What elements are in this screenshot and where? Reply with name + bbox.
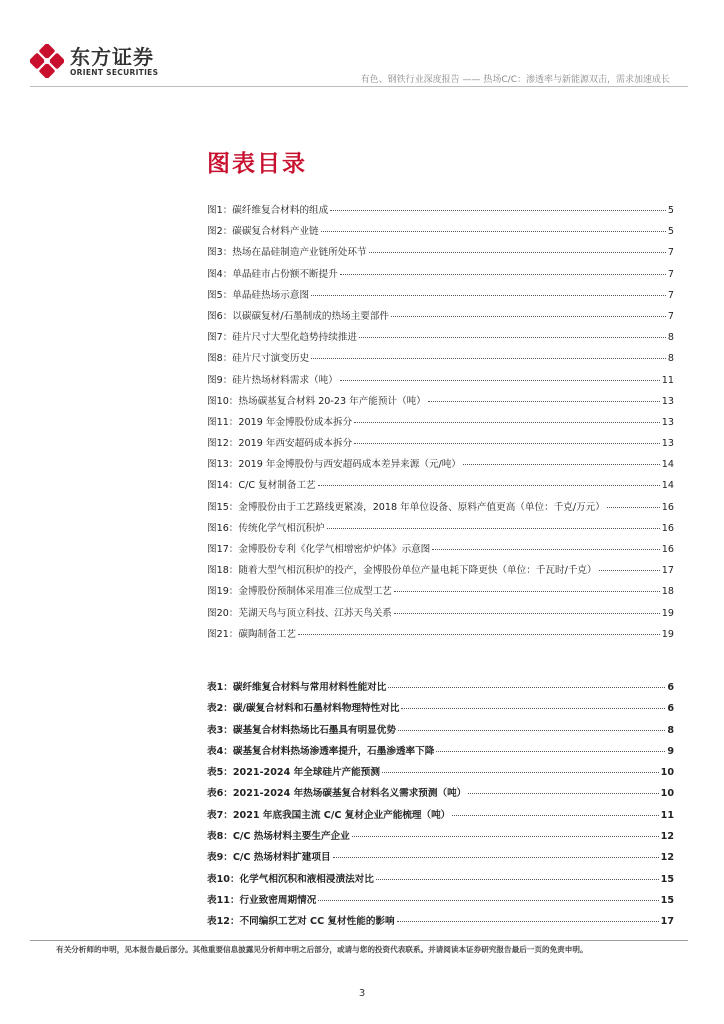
toc-entry-page: 15 (660, 873, 674, 885)
footer-divider (30, 940, 688, 941)
toc-figure-entry[interactable] (207, 626, 674, 647)
toc-table-entry[interactable] (207, 828, 674, 849)
toc-entry-label: 图20：芜湖天鸟与顶立科技、江苏天鸟关系 (207, 607, 392, 619)
toc-figure-entry[interactable] (207, 583, 674, 604)
toc-table-entry[interactable] (207, 849, 674, 870)
toc-entry-page: 11 (661, 374, 674, 386)
toc-entry-label: 图11：2019 年金博股份成本拆分 (207, 416, 353, 428)
toc-entry-page: 15 (660, 894, 674, 906)
disclaimer-text: 有关分析师的申明，见本报告最后部分。其他重要信息披露见分析师申明之后部分，或请与您的投资代表联系。并请阅读本证券研究报告最后一页的免责申明。 (56, 945, 588, 954)
toc-entry-page: 5 (667, 226, 674, 238)
dot-leader (327, 527, 660, 529)
toc-entry-label: 表4：碳基复合材料热场渗透率提升，石墨渗透率下降 (207, 745, 435, 757)
toc-entry-page: 7 (667, 310, 674, 322)
toc-entry-page: 9 (667, 745, 674, 757)
toc-entry-page: 7 (667, 268, 674, 280)
toc-entry-page: 5 (667, 205, 674, 216)
toc-entry-page: 12 (660, 852, 674, 864)
toc-figure-entry[interactable] (207, 372, 674, 393)
dot-leader (391, 315, 666, 317)
dot-leader (318, 899, 658, 901)
toc-figure-entry[interactable] (207, 202, 674, 223)
toc-entry-label: 表12：不同编织工艺对 CC 复材性能的影响 (207, 916, 395, 928)
toc-entry-page: 14 (661, 459, 674, 471)
toc-entry-page: 11 (660, 809, 674, 821)
toc-entry-page: 17 (661, 565, 674, 577)
toc-table-entry[interactable] (207, 871, 674, 892)
toc-entry-page: 17 (660, 916, 674, 928)
dot-leader (382, 771, 659, 773)
toc-entry-label: 图17：金博股份专利《化学气相增密炉炉体》示意图 (207, 544, 431, 555)
toc-entry-label: 图1：碳纤维复合材料的组成 (207, 205, 329, 216)
dot-leader (330, 209, 666, 211)
toc-entry-label: 表3：碳基复合材料热场比石墨具有明显优势 (207, 724, 396, 736)
toc-entry-page: 8 (667, 332, 674, 344)
toc-entry-label: 表1：碳纤维复合材料与常用材料性能对比 (207, 682, 387, 693)
toc-entry-label: 图15：金博股份由于工艺路线更紧凑，2018 年单位设备、原料产值更高（单位：千克/万元） (207, 501, 605, 513)
toc-figure-entry[interactable] (207, 477, 674, 498)
toc-entry-label: 表5：2021-2024 年全球硅片产能预测 (207, 767, 380, 779)
dot-leader (311, 357, 666, 359)
dot-leader (388, 686, 665, 688)
toc-figure-entry[interactable] (207, 456, 674, 477)
dot-leader (340, 379, 660, 381)
toc-entry-page: 7 (667, 247, 674, 259)
toc-figure-entry[interactable] (207, 414, 674, 435)
dot-leader (607, 506, 660, 508)
toc-figure-entry[interactable] (207, 393, 674, 414)
logo-name-cn: 东方证券 (70, 44, 154, 69)
toc-entry-label: 图21：碳陶制备工艺 (207, 628, 296, 640)
toc-entry-label: 表10：化学气相沉积和液相浸渍法对比 (207, 873, 374, 885)
company-logo (30, 44, 158, 78)
toc-entry-page: 16 (661, 522, 674, 534)
toc-entry-page: 13 (661, 395, 674, 407)
toc-entry-label: 图5：单晶硅热场示意图 (207, 289, 310, 301)
dot-leader (354, 442, 660, 444)
dot-leader (394, 612, 660, 614)
toc-entry-label: 图8：硅片尺寸演变历史 (207, 353, 310, 365)
dot-leader (376, 878, 659, 880)
toc-table-entry[interactable] (207, 892, 674, 913)
toc-entry-label: 图14：C/C 复材制备工艺 (207, 480, 316, 492)
toc-entry-label: 图12：2019 年西安超码成本拆分 (207, 438, 353, 450)
toc-entry-page: 13 (661, 416, 674, 428)
toc-figure-entry[interactable] (207, 223, 674, 244)
toc-table-entry[interactable] (207, 679, 674, 700)
toc-table-entry[interactable] (207, 807, 674, 828)
toc-table-entry[interactable] (207, 722, 674, 743)
dot-leader (397, 920, 659, 922)
toc-entry-label: 表9：C/C 热场材料扩建项目 (207, 852, 331, 864)
toc-entry-page: 6 (667, 682, 674, 693)
toc-figure-entry[interactable] (207, 350, 674, 371)
dot-leader (352, 835, 659, 837)
dot-leader (401, 707, 665, 709)
toc-figure-entry[interactable] (207, 287, 674, 308)
figure-list (207, 202, 674, 647)
toc-entry-label: 表7：2021 年底我国主流 C/C 复材企业产能梳理（吨） (207, 809, 451, 821)
dot-leader (359, 336, 666, 338)
logo-name-en: ORIENT SECURITIES (70, 67, 159, 77)
toc-figure-entry[interactable] (207, 266, 674, 287)
dot-leader (298, 633, 660, 635)
toc-table-entry[interactable] (207, 764, 674, 785)
toc-entry-label: 表11：行业致密周期情况 (207, 894, 317, 906)
dot-leader (321, 230, 666, 232)
dot-leader (432, 548, 660, 550)
dot-leader (452, 814, 658, 816)
dot-leader (398, 729, 665, 731)
dot-leader (394, 590, 660, 592)
toc-figure-entry[interactable] (207, 329, 674, 350)
toc-entry-label: 图18：随着大型气相沉积炉的投产，金博股份单位产量电耗下降更快（单位：千瓦时/千克） (207, 565, 597, 577)
dot-leader (318, 484, 660, 486)
toc-figure-entry[interactable] (207, 605, 674, 626)
toc-table-entry[interactable] (207, 785, 674, 806)
toc-figure-entry[interactable] (207, 499, 674, 520)
dot-leader (428, 400, 660, 402)
toc-figure-entry[interactable] (207, 244, 674, 265)
toc-entry-label: 图9：硅片热场材料需求（吨） (207, 374, 338, 386)
toc-entry-page: 13 (661, 438, 674, 450)
toc-figure-entry[interactable] (207, 435, 674, 456)
toc-entry-page: 7 (667, 289, 674, 301)
toc-figure-entry[interactable] (207, 520, 674, 541)
toc-figure-entry[interactable] (207, 562, 674, 583)
toc-heading: 图表目录 (207, 151, 307, 177)
toc-entry-label: 图19：金博股份预制体采用准三位成型工艺 (207, 586, 392, 598)
toc-entry-page: 10 (660, 788, 674, 800)
toc-entry-page: 19 (661, 628, 674, 640)
dot-leader (599, 569, 660, 571)
toc-entry-label: 图16：传统化学气相沉积炉 (207, 522, 325, 534)
toc-entry-label: 图13：2019 年金博股份与西安超码成本差异来源（元/吨） (207, 459, 461, 471)
toc-entry-page: 8 (667, 724, 674, 736)
toc-entry-label: 图3：热场在晶硅制造产业链所处环节 (207, 247, 367, 259)
toc-figure-entry[interactable] (207, 541, 674, 562)
toc-table-entry[interactable] (207, 913, 674, 934)
toc-entry-label: 图4：单晶硅市占份额不断提升 (207, 268, 338, 280)
toc-entry-page: 16 (661, 501, 674, 513)
toc-entry-page: 10 (660, 767, 674, 779)
toc-entry-label: 表2：碳/碳复合材料和石墨材料物理特性对比 (207, 703, 400, 715)
toc-entry-page: 8 (667, 353, 674, 365)
dot-leader (311, 294, 666, 296)
dot-leader (468, 792, 658, 794)
toc-entry-page: 12 (660, 831, 674, 843)
dot-leader (340, 273, 666, 275)
toc-table-entry[interactable] (207, 743, 674, 764)
toc-entry-label: 图2：碳碳复合材料产业链 (207, 226, 319, 238)
report-header-title: 有色、钢铁行业深度报告 —— 热场C/C：渗透率与新能源双击，需求加速成长 (360, 75, 670, 85)
toc-entry-page: 6 (667, 703, 674, 715)
dot-leader (369, 251, 666, 253)
dot-leader (463, 463, 660, 465)
dot-leader (354, 421, 660, 423)
toc-entry-page: 18 (661, 586, 674, 598)
toc-entry-label: 图6：以碳碳复材/石墨制成的热场主要部件 (207, 310, 390, 322)
orient-logo-icon (30, 44, 64, 78)
toc-entry-label: 图10：热场碳基复合材料 20-23 年产能预计（吨） (207, 395, 426, 407)
dot-leader (436, 750, 665, 752)
toc-figure-entry[interactable] (207, 308, 674, 329)
dot-leader (333, 856, 659, 858)
table-list (207, 679, 674, 935)
toc-entry-label: 图7：硅片尺寸大型化趋势持续推进 (207, 332, 358, 344)
page-number: 3 (358, 988, 366, 999)
toc-entry-page: 16 (661, 544, 674, 555)
toc-table-entry[interactable] (207, 700, 674, 721)
toc-entry-label: 表6：2021-2024 年热场碳基复合材料名义需求预测（吨） (207, 788, 467, 800)
header-divider (30, 86, 688, 87)
toc-entry-label: 表8：C/C 热场材料主要生产企业 (207, 831, 350, 843)
toc-entry-page: 19 (661, 607, 674, 619)
toc-entry-page: 14 (661, 480, 674, 492)
